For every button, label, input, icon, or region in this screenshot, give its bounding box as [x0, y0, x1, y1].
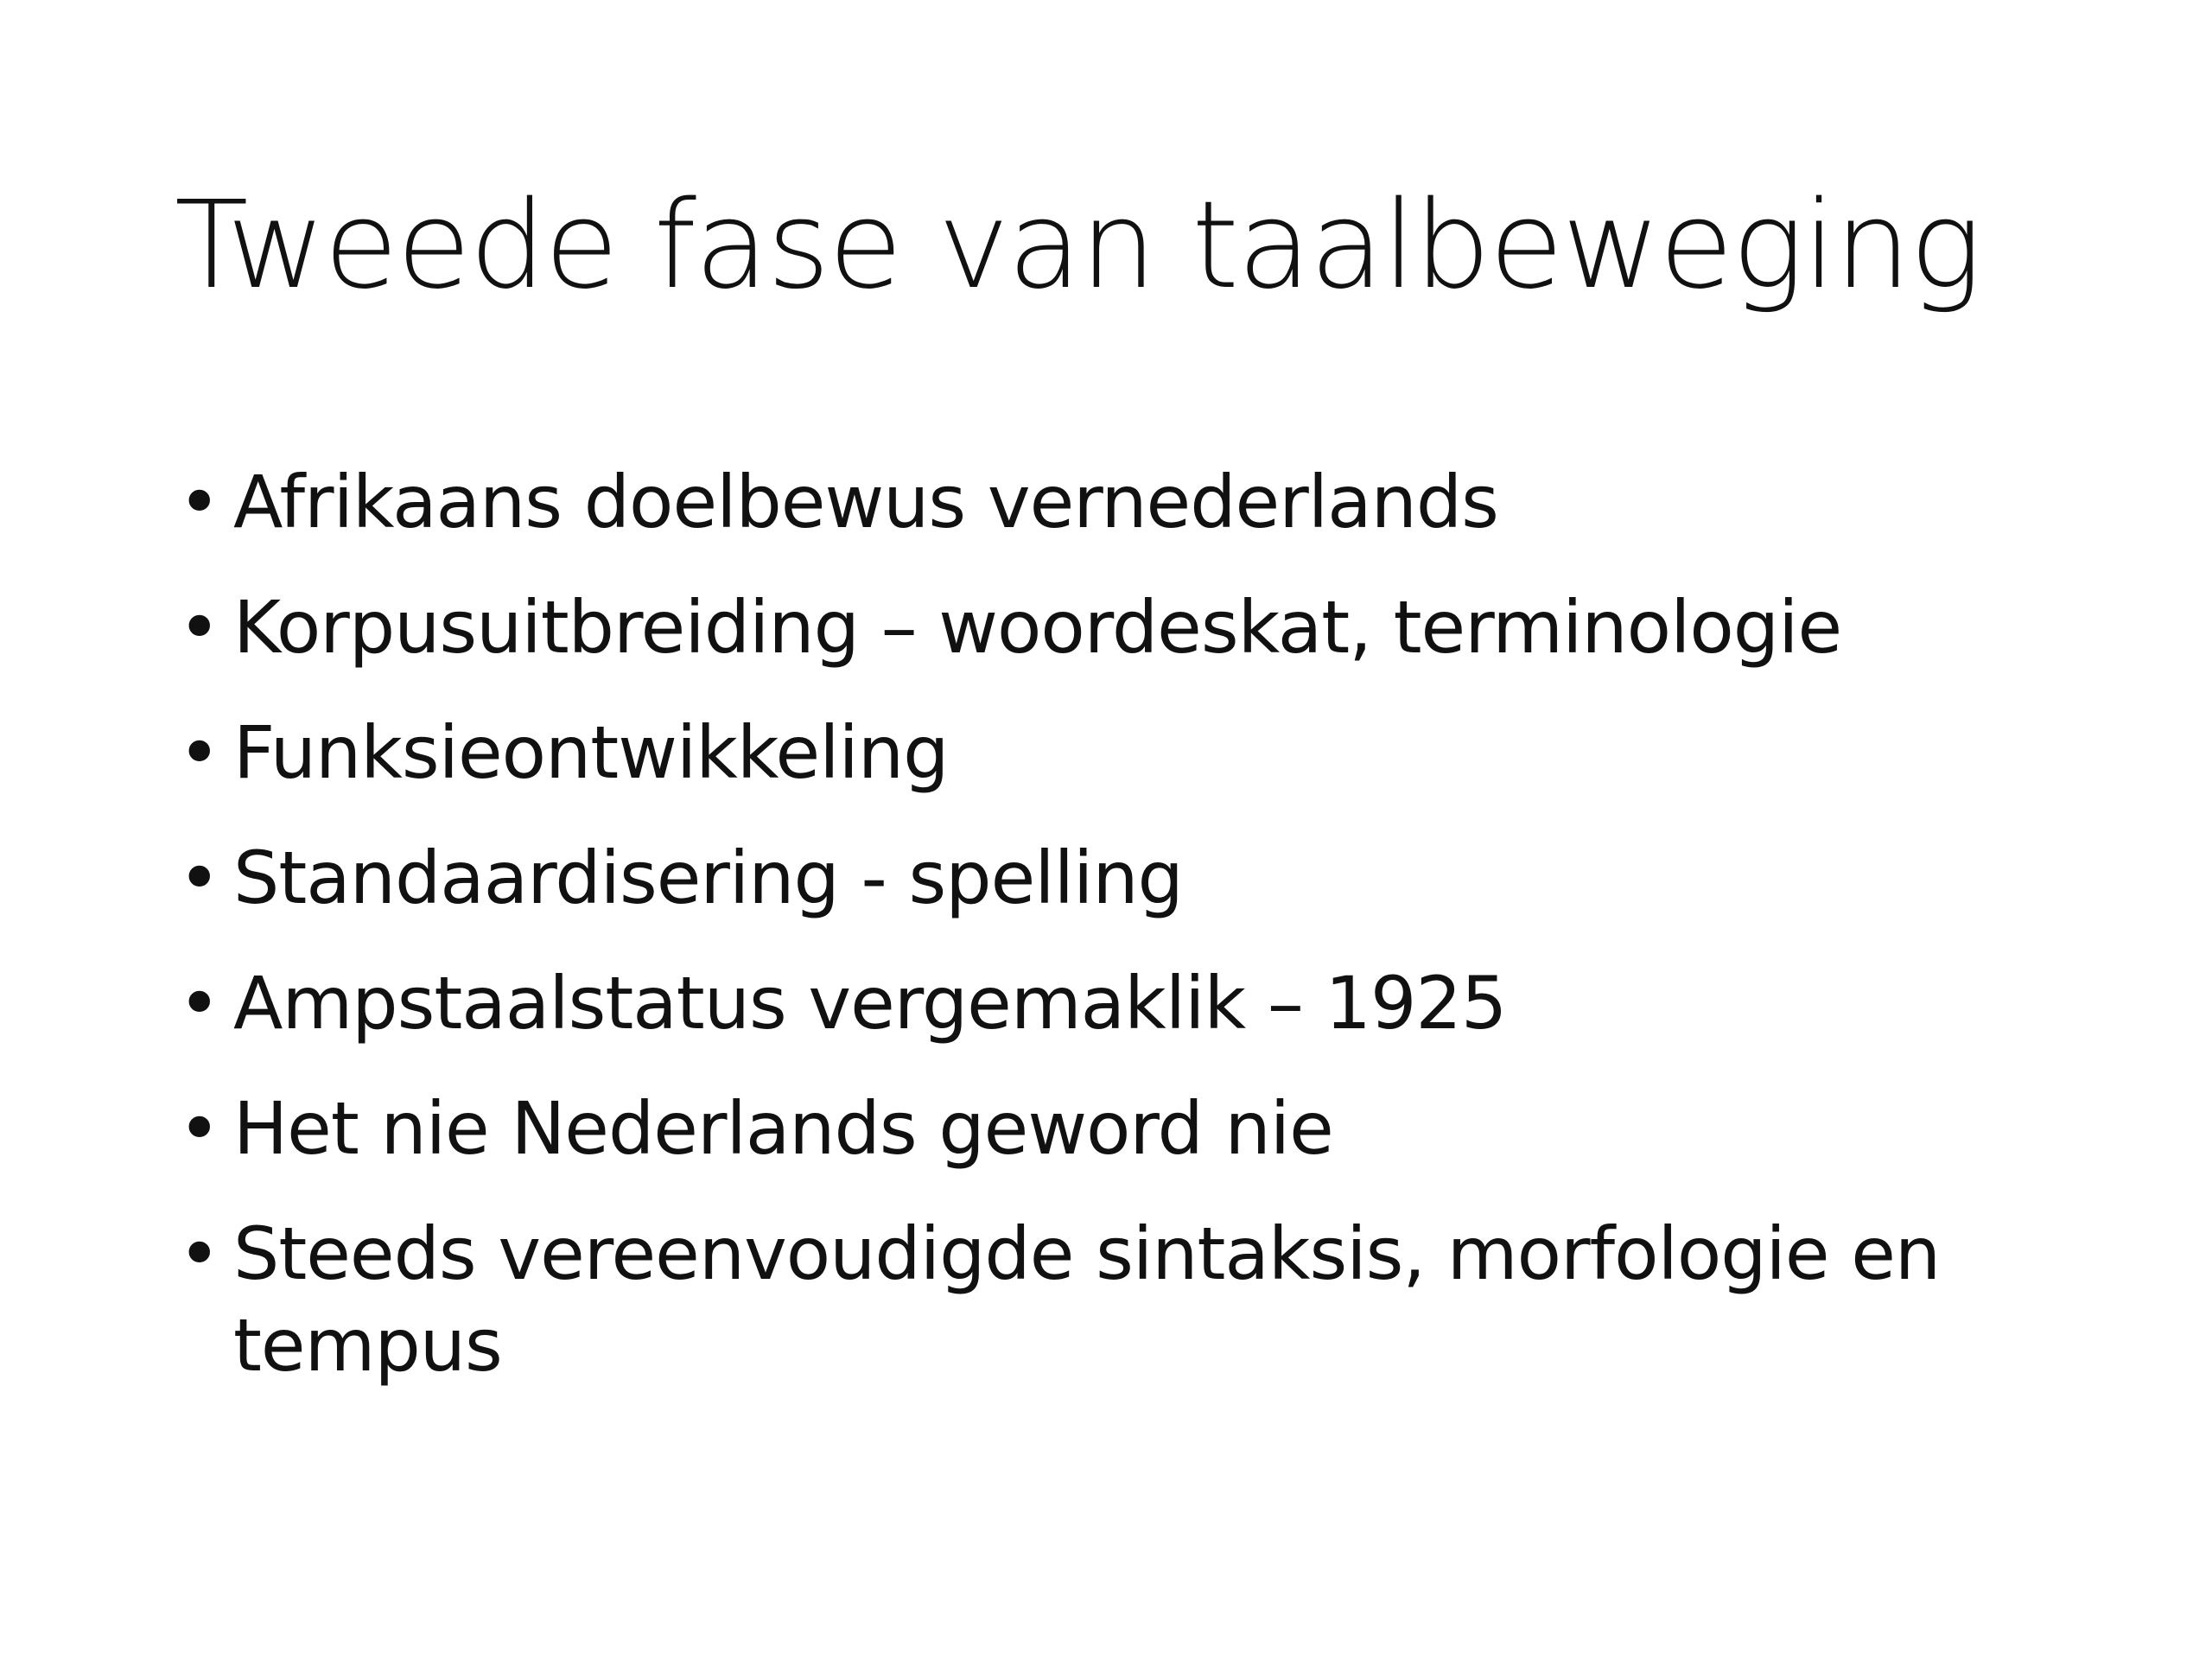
bullet-dot-icon: •: [178, 710, 220, 795]
bullet-text: Korpusuitbreiding – woordeskat, terminologie: [233, 585, 1842, 670]
bullet-text: Het nie Nederlands geword nie: [233, 1086, 1333, 1171]
bullet-item: [173, 707, 2031, 798]
bullet-dot-icon: •: [178, 1086, 220, 1171]
bullet-text: Ampstaalstatus vergemaklik – 1925: [233, 961, 1507, 1046]
bullet-item: [173, 1208, 2031, 1391]
bullet-item: [173, 1083, 2031, 1174]
bullet-dot-icon: •: [178, 961, 220, 1046]
bullet-text: Afrikaans doelbewus vernederlands: [233, 460, 1498, 544]
bullet-dot-icon: •: [178, 1211, 220, 1296]
bullet-list: [173, 456, 2031, 1425]
bullet-text: Standaardisering - spelling: [233, 836, 1183, 920]
bullet-dot-icon: •: [178, 460, 220, 544]
bullet-item: [173, 582, 2031, 673]
bullet-item: [173, 832, 2031, 924]
bullet-dot-icon: •: [178, 836, 220, 920]
bullet-dot-icon: •: [178, 585, 220, 670]
bullet-text: Funksieontwikkeling: [233, 710, 949, 795]
bullet-item: [173, 456, 2031, 548]
bullet-text: Steeds vereenvoudigde sintaksis, morfologie en tempus: [233, 1211, 1941, 1388]
slide-title: Tweede fase van taalbeweging: [175, 175, 1980, 316]
bullet-item: [173, 957, 2031, 1049]
